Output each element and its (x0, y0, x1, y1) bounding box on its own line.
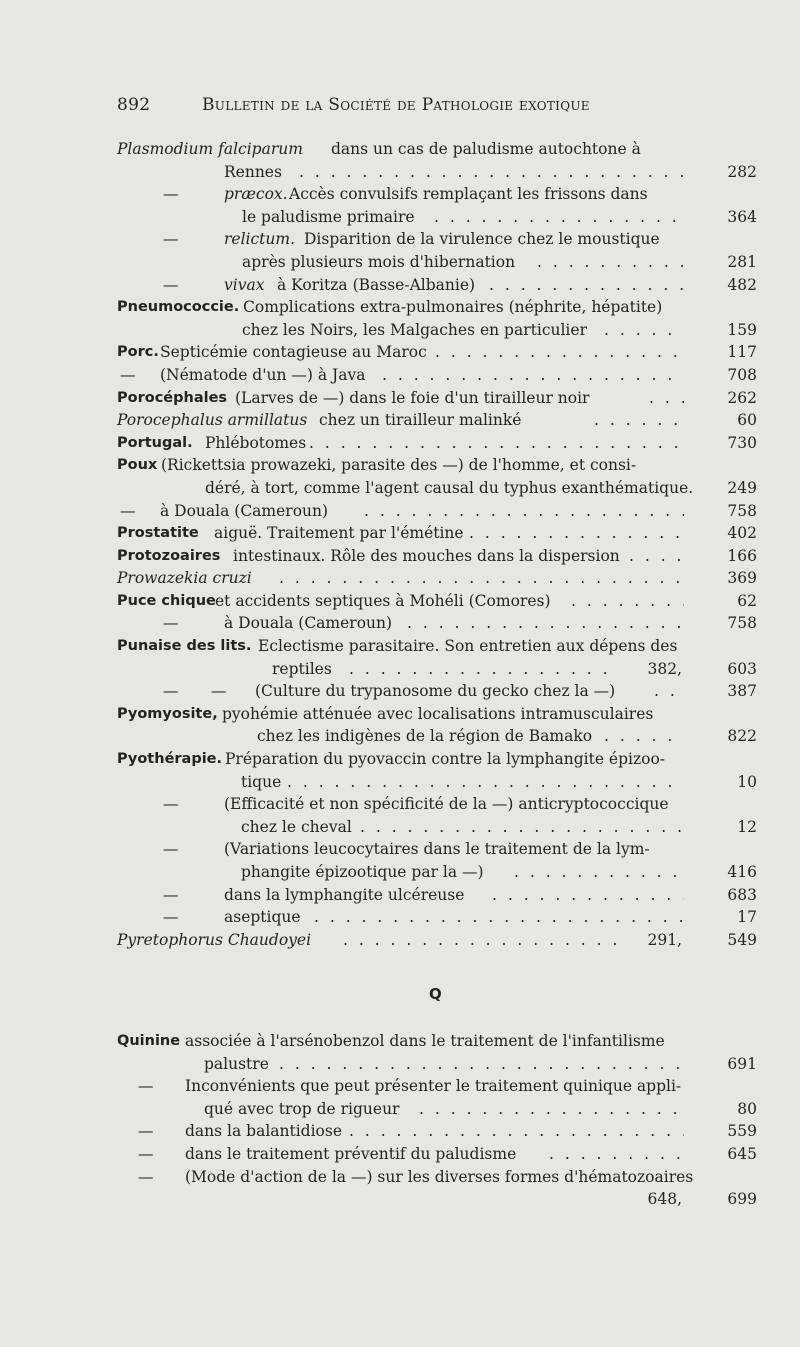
index-entries (117, 138, 757, 951)
repeat-dash: — (138, 1167, 154, 1186)
entry-text: Inconvénients que peut présenter le traitement quinique appli- (185, 1077, 682, 1096)
repeat-dash: — (163, 795, 179, 814)
page-ref: 369 (727, 569, 757, 588)
repeat-dash: — (163, 885, 179, 904)
index-entry (117, 341, 757, 364)
repeat-dash: — (138, 1144, 154, 1163)
page-ref: 387 (727, 682, 757, 701)
index-entry (117, 409, 757, 432)
repeat-dash: — (120, 365, 136, 384)
leader-dots (604, 725, 684, 748)
entry-heading: Punaise des lits. (117, 638, 252, 655)
index-entry (117, 838, 757, 861)
leader-dots (649, 387, 684, 410)
entry-text: dans le traitement préventif du paludisme (185, 1144, 517, 1163)
index-entry-continuation (117, 1053, 757, 1076)
entry-text: à Douala (Cameroun) (160, 501, 329, 520)
entry-text: chez un tirailleur malinké (319, 411, 522, 430)
entry-text: Disparition de la virulence chez le moustique (304, 230, 660, 249)
page-ref: 482 (727, 275, 757, 294)
repeat-dash: — (163, 682, 179, 701)
entry-text: après plusieurs mois d'hibernation (242, 252, 516, 271)
index-entry-continuation (117, 251, 757, 274)
page-ref: 166 (727, 546, 757, 565)
index-entry (117, 590, 757, 613)
leader-dots (654, 680, 684, 703)
index-entry-continuation (117, 771, 757, 794)
index-entry (117, 929, 757, 952)
repeat-dash: — (138, 1122, 154, 1141)
entry-text: associée à l'arsénobenzol dans le traitement de l'infantilisme (185, 1032, 665, 1050)
leader-dots (382, 364, 684, 387)
index-entry (117, 500, 757, 523)
page-ref: 559 (727, 1122, 757, 1141)
page-ref: 281 (727, 252, 757, 271)
leader-dots (434, 206, 684, 229)
page-ref: 822 (727, 727, 757, 746)
leader-dots (594, 409, 684, 432)
entry-text: (Larves de —) dans le foie d'un tirailleur noir (235, 388, 590, 407)
page-ref: 17 (737, 908, 757, 927)
index-entries-q (117, 1030, 757, 1211)
repeat-dash: — (211, 682, 227, 701)
page-ref: 758 (727, 501, 757, 520)
index-entry (117, 228, 757, 251)
entry-text: Accès convulsifs remplaçant les frissons dans (289, 185, 648, 204)
index-entry-continuation (117, 658, 757, 681)
entry-text: à Douala (Cameroun) (224, 614, 393, 633)
leader-dots (435, 341, 684, 364)
entry-text: aseptique (224, 908, 301, 927)
leader-dots (537, 251, 684, 274)
leader-dots (349, 1120, 684, 1143)
page-ref: 117 (727, 343, 757, 362)
index-entry (117, 1166, 757, 1189)
page-ref: 159 (727, 320, 757, 339)
index-entry (117, 387, 757, 410)
entry-text: chez les indigènes de la région de Bamako (257, 727, 593, 746)
page-ref: 691 (727, 1054, 757, 1073)
leader-dots (571, 590, 684, 613)
leader-dots (287, 771, 684, 794)
page-ref: 758 (727, 614, 757, 633)
page-ref: 708 (727, 365, 757, 384)
entry-heading: Plasmodium falciparum (117, 140, 303, 158)
entry-text: tique (241, 772, 282, 791)
index-entry-continuation (117, 206, 757, 229)
entry-heading: Porocéphales (117, 389, 228, 406)
entry-text: dans la balantidiose (185, 1122, 343, 1141)
leader-dots (419, 1098, 684, 1121)
index-entry (117, 1143, 757, 1166)
index-entry (117, 567, 757, 590)
page-ref: 62 (737, 591, 757, 610)
page-ref: 683 (727, 885, 757, 904)
entry-text: reptiles (272, 659, 332, 678)
entry-text: et accidents septiques à Mohéli (Comores) (215, 591, 551, 610)
page-ref: 262 (727, 388, 757, 407)
index-entry (117, 274, 757, 297)
entry-text: (Culture du trypanosome du gecko chez la —) (255, 682, 616, 701)
repeat-dash: — (120, 501, 136, 520)
index-entry-continuation (117, 816, 757, 839)
page-ref: 699 (727, 1190, 757, 1209)
index-entry (117, 748, 757, 771)
entry-text: Septicémie contagieuse au Maroc (160, 343, 427, 362)
entry-heading: Protozoaires (117, 547, 221, 564)
entry-heading: Porc. (117, 344, 159, 361)
leader-dots (309, 432, 684, 455)
page-ref: 80 (737, 1099, 757, 1118)
entry-subheading: vivax (224, 275, 265, 294)
page-ref: 291, (647, 930, 682, 949)
repeat-dash: — (163, 230, 179, 249)
index-entry (117, 522, 757, 545)
leader-dots (407, 612, 684, 635)
entry-text: intestinaux. Rôle des mouches dans la dispersion (233, 546, 620, 565)
entry-subheading: præcox. (224, 185, 288, 204)
page-ref: 549 (727, 930, 757, 949)
page-ref: 249 (727, 478, 757, 497)
page-ref: 645 (727, 1144, 757, 1163)
entry-text: déré, à tort, comme l'agent causal du typhus exanthématique. (205, 478, 694, 497)
leader-dots (343, 929, 619, 952)
entry-heading: Quinine (117, 1033, 181, 1049)
entry-text: dans un cas de paludisme autochtone à (331, 140, 641, 158)
entry-heading: Portugal. (117, 434, 193, 451)
index-entry (117, 793, 757, 816)
leader-dots (514, 861, 684, 884)
leader-dots (492, 884, 684, 907)
index-entry (117, 906, 757, 929)
entry-text: chez les Noirs, les Malgaches en particulier (242, 320, 587, 339)
page-ref: 382, (647, 659, 682, 678)
index-entry (117, 1075, 757, 1098)
entry-heading: Prowazekia cruzi (117, 569, 252, 588)
repeat-dash: — (163, 275, 179, 294)
index-entry-continuation (117, 161, 757, 184)
entry-text: Complications extra-pulmonaires (néphrite, hépatite) (243, 298, 663, 317)
entry-text: Préparation du pyovaccin contre la lymphangite épizoo- (225, 750, 666, 769)
entry-heading: Pneumococcie. (117, 299, 240, 316)
repeat-dash: — (163, 840, 179, 859)
entry-heading: Poux (117, 457, 158, 474)
entry-subheading: relictum. (224, 230, 296, 249)
entry-text: (Variations leucocytaires dans le traitement de la lym- (224, 840, 650, 859)
entry-text: (Efficacité et non spécificité de la —) anticryptococcique (224, 795, 669, 814)
entry-text: Rennes (224, 162, 282, 181)
leader-dots (279, 567, 684, 590)
index-entry (117, 138, 757, 161)
repeat-dash: — (163, 185, 179, 204)
leader-dots (279, 1053, 684, 1076)
entry-text: aiguë. Traitement par l'émétine (214, 524, 464, 543)
index-entry (117, 1030, 757, 1053)
page-ref: 12 (737, 817, 757, 836)
repeat-dash: — (163, 908, 179, 927)
index-entry (117, 183, 757, 206)
entry-text: à Koritza (Basse-Albanie) (277, 275, 476, 294)
page-ref: 60 (737, 411, 757, 430)
index-entry (117, 612, 757, 635)
index-entry (117, 635, 757, 658)
page-ref: 730 (727, 433, 757, 452)
leader-dots (489, 274, 684, 297)
entry-heading: Prostatite (117, 525, 199, 542)
page-number: 892 (117, 95, 151, 115)
entry-text: le paludisme primaire (242, 207, 415, 226)
running-title: Bulletin de la Société de Pathologie exotique (202, 95, 590, 115)
entry-text: (Nématode d'un —) à Java (160, 365, 366, 384)
leader-dots (360, 816, 684, 839)
entry-text: chez le cheval (241, 817, 352, 836)
section-letter: Q (429, 985, 442, 1003)
page-ref: 402 (727, 524, 757, 543)
leader-dots (549, 1143, 684, 1166)
index-entry-continuation (117, 725, 757, 748)
entry-heading: Pyomyosite, (117, 705, 218, 722)
page-ref: 364 (727, 207, 757, 226)
entry-text: Eclectisme parasitaire. Son entretien aux dépens des (258, 637, 678, 656)
index-entry-continuation (117, 1098, 757, 1121)
entry-text: dans la lymphangite ulcéreuse (224, 885, 465, 904)
repeat-dash: — (138, 1077, 154, 1096)
index-entry-continuation (117, 1188, 757, 1211)
index-entry (117, 454, 757, 477)
index-entry (117, 1120, 757, 1143)
index-entry (117, 432, 757, 455)
entry-heading: Puce chique (117, 592, 216, 609)
leader-dots (469, 522, 684, 545)
entry-text: pyohémie atténuée avec localisations intramusculaires (222, 704, 654, 723)
page-ref: 10 (737, 772, 757, 791)
page-ref: 603 (727, 659, 757, 678)
index-entry (117, 545, 757, 568)
index-entry (117, 364, 757, 387)
leader-dots (629, 545, 684, 568)
index-entry (117, 680, 757, 703)
index-entry-continuation (117, 319, 757, 342)
index-entry (117, 884, 757, 907)
entry-text: qué avec trop de rigueur (204, 1099, 400, 1118)
leader-dots (299, 161, 684, 184)
page-ref: 282 (727, 162, 757, 181)
leader-dots (604, 319, 684, 342)
entry-heading: Porocephalus armillatus (117, 411, 308, 430)
page-ref: 648, (647, 1190, 682, 1209)
index-entry-continuation (117, 861, 757, 884)
repeat-dash: — (163, 614, 179, 633)
leader-dots (364, 500, 684, 523)
running-header (117, 95, 680, 119)
index-entry-continuation (117, 477, 757, 500)
index-entry (117, 296, 757, 319)
entry-heading: Pyothérapie. (117, 751, 223, 768)
entry-text: palustre (204, 1054, 269, 1073)
page-ref: 416 (727, 863, 757, 881)
entry-text: phangite épizootique par la —) (241, 863, 484, 881)
entry-text: (Rickettsia prowazeki, parasite des —) de l'homme, et consi- (161, 456, 637, 475)
entry-text: (Mode d'action de la —) sur les diverses formes d'hématozoaires (185, 1167, 694, 1186)
leader-dots (349, 658, 619, 681)
leader-dots (314, 906, 684, 929)
entry-text: Phlébotomes (205, 433, 307, 452)
index-entry (117, 703, 757, 726)
entry-heading: Pyretophorus Chaudoyei (117, 930, 312, 949)
